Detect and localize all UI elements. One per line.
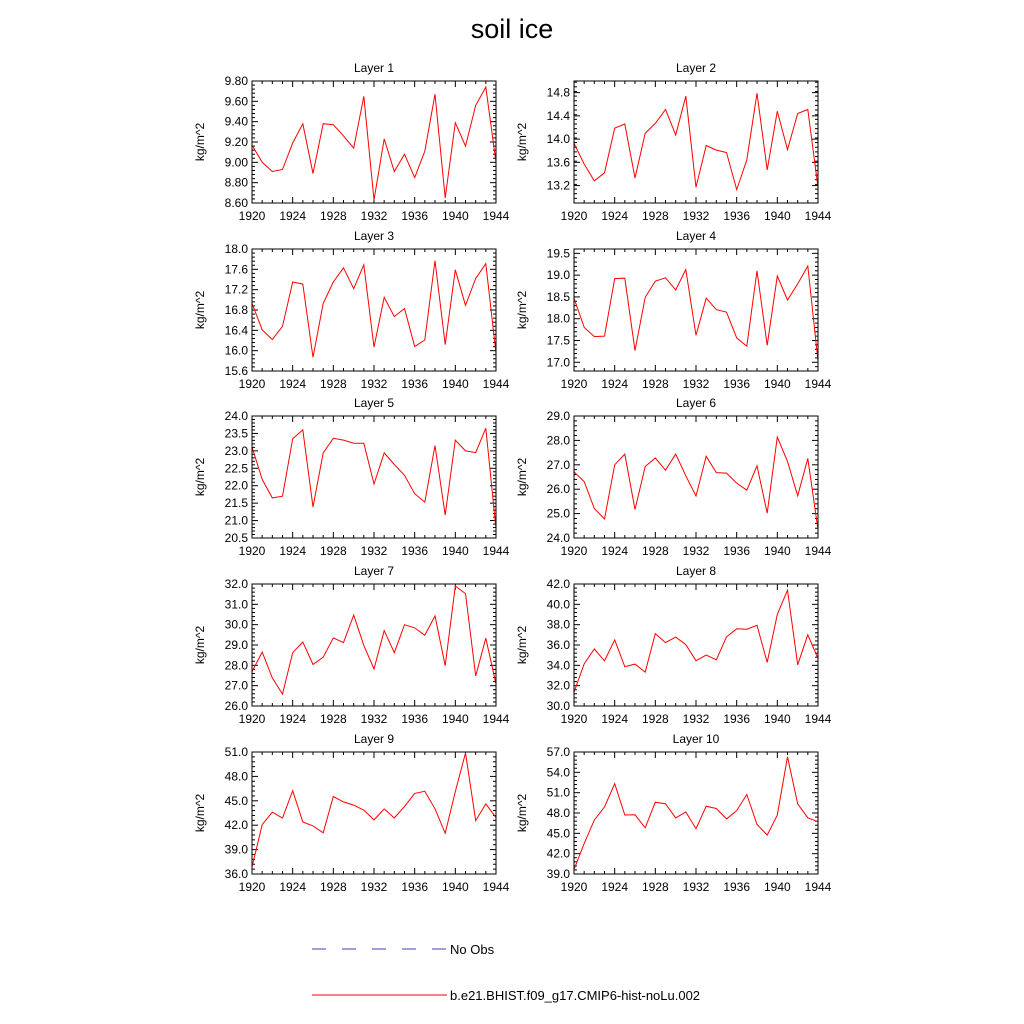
y-tick-label: 38.0 xyxy=(546,617,570,632)
x-tick-label: 1944 xyxy=(482,209,510,223)
y-tick-label: 14.0 xyxy=(546,132,570,147)
x-tick-label: 1936 xyxy=(723,377,751,391)
x-tick-label: 1928 xyxy=(319,377,347,391)
y-tick-label: 9.80 xyxy=(224,74,248,88)
x-tick-label: 1944 xyxy=(482,712,510,726)
y-tick-label: 36.0 xyxy=(546,638,570,652)
y-tick-label: 26.0 xyxy=(546,482,570,497)
y-tick-label: 42.0 xyxy=(546,846,570,861)
x-tick-label: 1940 xyxy=(763,544,791,558)
x-tick-label: 1936 xyxy=(723,209,751,223)
y-tick-label: 30.0 xyxy=(224,617,248,632)
x-tick-label: 1928 xyxy=(641,544,669,558)
x-tick-label: 1936 xyxy=(401,712,429,726)
panel-title: Layer 8 xyxy=(675,564,717,578)
x-tick-label: 1940 xyxy=(441,544,469,558)
y-tick-label: 27.0 xyxy=(546,457,570,472)
y-tick-label: 36.0 xyxy=(224,867,248,881)
series-line xyxy=(574,266,818,361)
series-line xyxy=(252,261,496,358)
series-line xyxy=(252,428,496,528)
panel-title: Layer 4 xyxy=(675,229,717,243)
panel-layer-5 xyxy=(193,396,510,558)
y-axis-label: kg/m^2 xyxy=(193,625,207,665)
y-tick-label: 34.0 xyxy=(546,658,570,673)
y-tick-label: 8.60 xyxy=(224,196,248,210)
plot-frame xyxy=(574,584,818,706)
y-tick-label: 9.20 xyxy=(224,135,248,149)
x-tick-label: 1944 xyxy=(482,377,510,391)
panel-layer-9 xyxy=(193,732,510,894)
y-tick-label: 45.0 xyxy=(224,793,248,808)
panel-layer-1 xyxy=(193,61,510,223)
x-tick-label: 1928 xyxy=(319,209,347,223)
y-tick-label: 27.0 xyxy=(224,678,248,693)
y-tick-label: 9.00 xyxy=(224,155,248,170)
x-tick-label: 1924 xyxy=(601,544,629,558)
x-tick-label: 1924 xyxy=(279,880,307,894)
x-tick-label: 1936 xyxy=(723,712,751,726)
x-tick-label: 1936 xyxy=(401,880,429,894)
x-tick-label: 1920 xyxy=(560,880,588,894)
y-tick-label: 17.2 xyxy=(224,282,248,297)
y-tick-label: 13.2 xyxy=(546,178,570,193)
x-tick-label: 1940 xyxy=(763,209,791,223)
y-tick-label: 29.0 xyxy=(546,409,570,423)
x-tick-label: 1944 xyxy=(482,544,510,558)
x-tick-label: 1924 xyxy=(601,377,629,391)
y-tick-label: 21.5 xyxy=(224,496,248,511)
x-tick-label: 1924 xyxy=(601,209,629,223)
x-tick-label: 1944 xyxy=(804,209,832,223)
y-axis-label: kg/m^2 xyxy=(515,793,529,833)
y-tick-label: 22.0 xyxy=(224,478,248,493)
x-tick-label: 1932 xyxy=(682,377,710,391)
y-tick-label: 17.6 xyxy=(224,262,248,277)
y-tick-label: 22.5 xyxy=(224,461,248,476)
series-line xyxy=(574,757,818,870)
y-axis-label: kg/m^2 xyxy=(193,457,207,497)
y-tick-label: 28.0 xyxy=(224,658,248,673)
y-tick-label: 9.60 xyxy=(224,94,248,109)
plot-frame xyxy=(252,584,496,706)
x-tick-label: 1924 xyxy=(601,712,629,726)
x-tick-label: 1936 xyxy=(401,544,429,558)
y-tick-label: 15.6 xyxy=(224,364,248,378)
panel-title: Layer 1 xyxy=(353,61,395,75)
y-tick-label: 45.0 xyxy=(546,826,570,841)
y-axis-label: kg/m^2 xyxy=(193,793,207,833)
y-axis-label: kg/m^2 xyxy=(193,290,207,330)
y-tick-label: 31.0 xyxy=(224,597,248,612)
panel-title: Layer 7 xyxy=(353,564,395,578)
panel-title: Layer 10 xyxy=(672,732,720,746)
panel-title: Layer 9 xyxy=(353,732,395,746)
panel-layer-8 xyxy=(515,564,832,726)
y-tick-label: 48.0 xyxy=(546,806,570,820)
x-tick-label: 1932 xyxy=(360,377,388,391)
panel-layer-7 xyxy=(193,564,510,726)
y-tick-label: 8.80 xyxy=(224,175,248,190)
y-tick-label: 19.0 xyxy=(546,268,570,283)
x-tick-label: 1932 xyxy=(360,880,388,894)
series-line xyxy=(252,87,496,200)
x-tick-label: 1920 xyxy=(238,209,266,223)
y-tick-label: 32.0 xyxy=(546,678,570,693)
x-tick-label: 1928 xyxy=(319,544,347,558)
y-tick-label: 24.0 xyxy=(546,531,570,545)
x-tick-label: 1932 xyxy=(682,712,710,726)
y-tick-label: 23.0 xyxy=(224,443,248,458)
y-tick-label: 14.4 xyxy=(546,108,570,123)
series-line xyxy=(574,590,818,692)
x-tick-label: 1928 xyxy=(641,209,669,223)
series-line xyxy=(252,753,496,867)
y-tick-label: 42.0 xyxy=(546,577,570,591)
x-tick-label: 1944 xyxy=(482,880,510,894)
x-tick-label: 1920 xyxy=(238,377,266,391)
y-axis-label: kg/m^2 xyxy=(515,122,529,162)
y-tick-label: 16.0 xyxy=(224,343,248,358)
y-axis-label: kg/m^2 xyxy=(515,625,529,665)
panel-layer-3 xyxy=(193,229,510,391)
x-tick-label: 1920 xyxy=(560,377,588,391)
y-tick-label: 14.8 xyxy=(546,85,570,100)
x-tick-label: 1944 xyxy=(804,880,832,894)
x-tick-label: 1944 xyxy=(804,377,832,391)
x-tick-label: 1940 xyxy=(763,377,791,391)
x-tick-label: 1936 xyxy=(723,880,751,894)
x-tick-label: 1940 xyxy=(441,880,469,894)
x-tick-label: 1936 xyxy=(723,544,751,558)
y-axis-label: kg/m^2 xyxy=(193,122,207,162)
y-tick-label: 21.0 xyxy=(224,513,248,528)
x-tick-label: 1928 xyxy=(641,377,669,391)
y-tick-label: 39.0 xyxy=(546,867,570,881)
legend-model-label: b.e21.BHIST.f09_g17.CMIP6-hist-noLu.002 xyxy=(450,988,701,1003)
x-tick-label: 1928 xyxy=(641,712,669,726)
x-tick-label: 1924 xyxy=(279,377,307,391)
y-tick-label: 30.0 xyxy=(546,699,570,713)
y-axis-label: kg/m^2 xyxy=(515,457,529,497)
y-tick-label: 32.0 xyxy=(224,577,248,591)
y-tick-label: 13.6 xyxy=(546,155,570,170)
y-tick-label: 39.0 xyxy=(224,842,248,857)
plot-frame xyxy=(252,416,496,538)
y-tick-label: 51.0 xyxy=(546,785,570,800)
y-tick-label: 54.0 xyxy=(546,765,570,780)
x-tick-label: 1928 xyxy=(319,712,347,726)
x-tick-label: 1928 xyxy=(641,880,669,894)
x-tick-label: 1936 xyxy=(401,209,429,223)
x-tick-label: 1940 xyxy=(763,712,791,726)
y-tick-label: 18.5 xyxy=(546,289,570,304)
x-tick-label: 1940 xyxy=(441,712,469,726)
panel-layer-10 xyxy=(515,732,832,894)
x-tick-label: 1920 xyxy=(560,712,588,726)
y-tick-label: 48.0 xyxy=(224,769,248,784)
y-tick-label: 57.0 xyxy=(546,745,570,759)
panel-layer-2 xyxy=(515,61,832,223)
x-tick-label: 1932 xyxy=(360,209,388,223)
y-tick-label: 19.5 xyxy=(546,246,570,261)
x-tick-label: 1932 xyxy=(682,880,710,894)
panel-title: Layer 3 xyxy=(353,229,395,243)
plot-frame xyxy=(574,416,818,538)
y-tick-label: 51.0 xyxy=(224,745,248,759)
x-tick-label: 1940 xyxy=(441,377,469,391)
x-tick-label: 1924 xyxy=(279,209,307,223)
x-tick-label: 1920 xyxy=(560,544,588,558)
series-line xyxy=(574,93,818,189)
y-tick-label: 26.0 xyxy=(224,699,248,713)
panel-title: Layer 6 xyxy=(675,396,717,410)
y-tick-label: 25.0 xyxy=(546,506,570,521)
y-tick-label: 20.5 xyxy=(224,531,248,545)
y-tick-label: 18.0 xyxy=(546,311,570,326)
series-line xyxy=(574,437,818,530)
x-tick-label: 1936 xyxy=(401,377,429,391)
y-tick-label: 18.0 xyxy=(224,242,248,256)
x-tick-label: 1920 xyxy=(238,712,266,726)
y-tick-label: 42.0 xyxy=(224,818,248,833)
x-tick-label: 1924 xyxy=(601,880,629,894)
plot-frame xyxy=(252,81,496,203)
figure-title: soil ice xyxy=(470,14,554,44)
panel-layer-4 xyxy=(515,229,832,391)
x-tick-label: 1932 xyxy=(682,544,710,558)
legend-obs-label: No Obs xyxy=(450,942,495,957)
panel-layer-6 xyxy=(515,396,832,558)
y-tick-label: 29.0 xyxy=(224,638,248,652)
plot-frame xyxy=(252,752,496,874)
series-line xyxy=(252,586,496,694)
x-tick-label: 1928 xyxy=(319,880,347,894)
y-tick-label: 24.0 xyxy=(224,409,248,423)
x-tick-label: 1932 xyxy=(360,712,388,726)
y-tick-label: 17.0 xyxy=(546,355,570,370)
y-tick-label: 9.40 xyxy=(224,114,248,129)
x-tick-label: 1932 xyxy=(360,544,388,558)
plot-frame xyxy=(252,249,496,371)
x-tick-label: 1920 xyxy=(560,209,588,223)
y-tick-label: 40.0 xyxy=(546,597,570,612)
plot-frame xyxy=(574,752,818,874)
x-tick-label: 1944 xyxy=(804,544,832,558)
panel-title: Layer 2 xyxy=(675,61,717,75)
x-tick-label: 1940 xyxy=(441,209,469,223)
x-tick-label: 1940 xyxy=(763,880,791,894)
y-tick-label: 17.5 xyxy=(546,333,570,348)
x-tick-label: 1944 xyxy=(804,712,832,726)
plot-frame xyxy=(574,249,818,371)
y-tick-label: 23.5 xyxy=(224,426,248,441)
panel-title: Layer 5 xyxy=(353,396,395,410)
x-tick-label: 1924 xyxy=(279,712,307,726)
x-tick-label: 1920 xyxy=(238,880,266,894)
y-tick-label: 28.0 xyxy=(546,433,570,448)
x-tick-label: 1924 xyxy=(279,544,307,558)
y-axis-label: kg/m^2 xyxy=(515,290,529,330)
y-tick-label: 16.4 xyxy=(224,323,248,338)
x-tick-label: 1932 xyxy=(682,209,710,223)
y-tick-label: 16.8 xyxy=(224,303,248,317)
x-tick-label: 1920 xyxy=(238,544,266,558)
